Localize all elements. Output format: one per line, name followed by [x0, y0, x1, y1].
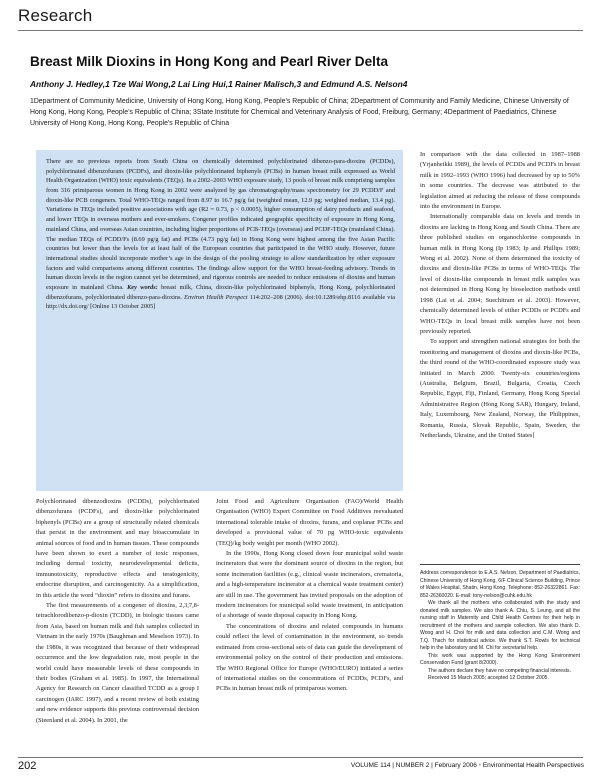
abstract-body: There are no previous reports from South China on chemically determined polychlorinated dibenzo-para-dioxins (PCDDs), polychlorinated dibenzofurans (PCDFs), and dioxin-like polychlorinated biphenyls (PCBs) in human breast milk expressed as World Health Organization (WHO) toxic equivalents (TEQs). In a 2002–2003 WHO exposure study, 13 pools of breast milk comprising samples from 316 primiparous women in Hong Kong in 2002 were analyzed by gas chromatography/mass spectrometry for 29 PCDD/F and dioxin-like PCB congeners. Total WHO-TEQs ranged from 8.97 to 16.7 pg/g fat (weighted mean, 12.9 pg; weighted median, 13.4 pg). Variations in TEQs included positive associations with age (R2 = 0.73, p < 0.0005), higher consumption of dairy products and seafood, and lower TEQs in overseas mothers and ever-smokers. Congener profiles indicated geographic specificity of exposure in Hong Kong, mainland China, and overseas Asian countries, including higher proportions of PCB-TEQs (overseas) and PCDF-TEQs (mainland China). The median TEQs of PCDD/Fs (8.69 pg/g fat) and PCBs (4.73 pg/g fat) in Hong Kong were highest among the five Asian Pacific countries but lower than the levels for at least half of the European countries that participated in the WHO study. However, future international studies should incorporate mother’s age in the design of the pooling strategy to allow standardization by other exposure factors and valid comparisons among different countries. The findings allow support for the WHO breast-feeding advisory. Trends in human dioxin levels in the region cannot yet be determined, and rigorous controls are needed to reduce emissions of dioxins and human exposure in mainland China.: [46, 158, 395, 291]
paragraph: Polychlorinated dibenzodioxins (PCDDs), polychlorinated dibenzofurans (PCDFs), and dioxin-like polychlorinated biphenyls (PCBs) are a group of structurally related chemicals that persist in the environment and may bioaccumulate in animal sources of food and in human tissues. These compounds have been shown to exert a number of toxic responses, including dermal toxicity, neurodevelopmental deficits, immunotoxicity, reproductive effects and teratogenicity, endocrine disruption, and carcinogenicity. As a simplification, in this article the word “dioxin” refers to dioxins and furans.: [36, 498, 199, 599]
paragraph: In comparison with the data collected in 1987–1988 (Yrjanheikki 1989), the levels of PCDDs and PCDFs in breast milk in 1992–1993 (WHO 1996) had decreased by up to 50% in some countries. The decrease was attributed to the legislation aimed at reducing the release of these compounds into the environment in Europe.: [420, 151, 580, 211]
funding-note: This work was supported by the Hong Kong Environment Conservation Fund (grant 8/2000).: [420, 652, 580, 666]
paragraph: The concentrations of dioxins and related compounds in humans could reflect the level of contamination in the environment, so trends estimated from cross-sectional sets of data can guide the development of environmental policy on the control of their production and emissions. The WHO Regional Office for Europe (WHO/EURO) initiated a series of international studies on the concentrations of PCDDs, PCDFs, and PCBs in human breast milk of primiparous women.: [216, 622, 403, 693]
competing-interests-note: The authors declare they have no competing financial interests.: [428, 667, 571, 674]
section-heading: Research: [18, 6, 93, 25]
footer-rule: [18, 757, 583, 758]
left-column: [36, 497, 199, 742]
middle-column: [216, 497, 403, 744]
article-title: Breast Milk Dioxins in Hong Kong and Pearl River Delta: [30, 54, 389, 69]
author-list: Anthony J. Hedley,1 Tze Wai Wong,2 Lai Ling Hui,1 Rainer Malisch,3 and Edmund A.S. Nelson4: [30, 79, 408, 89]
acknowledgments-note: We thank all the mothers who collaborated with the study and donated milk samples. We also thank A. Chiu, S. Leung, and all the nursing staff in Maternity and Child Health Centres for their help in recruitment of the mothers and sample collection. We also thank D. Wong and H. Choi for milk and data collection and C.M. Wong and T.Q. Thach for statistical advice. We thank S.T. Rowls for technical help in the laboratory and M. Chi for secretarial help.: [420, 600, 580, 651]
keywords-label: Key words:: [127, 283, 158, 291]
correspondence-note: Address correspondence to E.A.S. Nelson, Department of Paediatrics, Chinese University of Hong Kong, 6/F Clinical Science Building, Prince of Wales Hospital, Shatin, Hong Kong. Telephone: 852-26322861. Fax: 852-26360020. E-mail: tony-nelson@cuhk.edu.hk: [420, 570, 580, 599]
paragraph: Internationally comparable data on levels and trends in dioxins are lacking in Hong Kong and South China. There are three published studies on organochlorine compounds in human milk in Hong Kong (Ip 1983; Ip and Phillips 1989; Wong et al. 2002). None of them determined the toxicity of dioxins and dioxin-like PCBs in terms of WHO-TEQs. The level of dioxin-like compounds in breast milk samples was not determined in Hong Kong by bioselection methods until 1998 (Lai et al. 2004; Suechitram et al. 2003). However, chemically determined levels of either PCDDs or PCDFs and WHO-TEQs in local breast milk samples have not been previously reported.: [420, 213, 580, 335]
header-rule: [18, 30, 583, 31]
citation-journal: Environ Health Perspect: [184, 293, 248, 301]
right-column: [420, 150, 580, 558]
keywords: breast milk, China, dioxin-like polychlorinated biphenyls, Hong Kong, polychlorinated dibenzofurans, polychlorinated dibenzo-para-dioxins.: [46, 283, 396, 301]
received-note: Received 15 March 2005; accepted 12 October 2005.: [428, 675, 549, 681]
journal-name: Environmental Health Perspectives: [482, 762, 584, 769]
author-notes: [420, 570, 580, 745]
footer-separator: •: [478, 762, 482, 769]
volume-info: VOLUME 114 | NUMBER 2 | February 2006: [350, 762, 477, 769]
paragraph: In the 1990s, Hong Kong closed down four municipal solid waste incinerators that were the dominant source of dioxins in the region, but some incineration facilities (e.g., clinical waste incinerators, crematoria, and a high-temperature incinerator at a chemical waste treatment center) are still in use. The government has invited proposals on the adoption of modern incinerators for municipal solid waste treatment, in anticipation of a shortage of waste disposal capacity in Hong Kong.: [216, 550, 403, 620]
footer-journal-info: [351, 762, 584, 769]
paragraph: The first measurements of a congener of dioxins, 2,3,7,8-tetrachlorodibenzo-p-dioxin (TCDD), in biologic tissues came from Asia, based on human milk and fish samples collected in Vietnam in the early 1970s (Baughman and Meselson 1973). In the 1980s, it was recognized that because of their widespread occurrence and the low degradation rate, most people in the world could have measurable levels of these compounds in their bodies (Graham et al. 1985). In 1997, the International Agency for Research on Cancer classified TCDD as a group I carcinogen (IARC 1997), and a recent review of both existing and new evidence supports this previous controversial decision (Steenland et al. 2004). In 2001, the: [36, 602, 199, 724]
notes-divider: [420, 564, 580, 565]
paragraph: Joint Food and Agriculture Organisation (FAO)/World Health Organisation (WHO) Expert Committee on Food Additives reevaluated international tolerable intake of dioxins, furans, and coplanar PCBs and developed a provisional value of 70 pg WHO-toxic equivalents (TEQ)/kg body weight per month (WHO 2002).: [216, 498, 403, 547]
page-number: 202: [18, 760, 37, 772]
citation-details[interactable]: 114:202–208 (2006). doi:10.1289/ehp.8116 available via http://dx.doi.org/ [Online 13 October 2005]: [46, 293, 395, 311]
affiliations: 1Department of Community Medicine, University of Hong Kong, Hong Kong, People’s Republic of China; 2Department of Community and Family Medicine, Chinese University of Hong Kong, Hong Kong, People’s Republic of China; 3State Institute for Chemical and Veterinary Analysis of Food, Freiburg, Germany; 4Department of Paediatrics, Chinese University of Hong Kong, Hong Kong, People’s Republic of China: [30, 98, 569, 127]
abstract-box: [36, 150, 403, 491]
paragraph: To support and strengthen national strategies for both the monitoring and management of dioxins and dioxin-like PCBs, the third round of the WHO-coordinated exposure study was initiated in March 2000. Twenty-six countries/regions (Australia, Belgium, Brazil, Bulgaria, Croatia, Czech Republic, Egypt, Fiji, Finland, Germany, Hong Kong Special Administrative Region (Hong Kong SAR), Hungary, Ireland, Italy, Luxembourg, New Zealand, Norway, the Philippines, Romania, Russia, Slovak Republic, Spain, Sweden, the Netherlands, Ukraine, and the United States]: [420, 338, 580, 439]
